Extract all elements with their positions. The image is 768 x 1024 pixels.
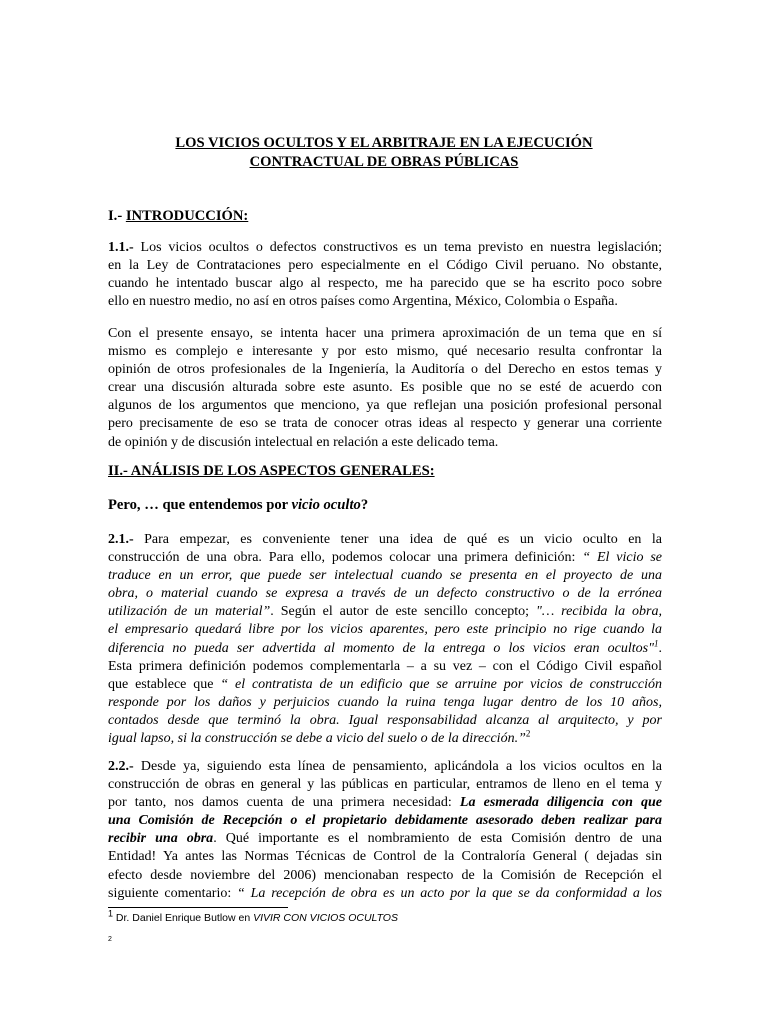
paragraph-number: 2.1.- <box>108 532 134 547</box>
document-title <box>100 134 668 172</box>
title-line-1: LOS VICIOS OCULTOS Y EL ARBITRAJE EN LA EJECUCIÓN <box>175 135 593 151</box>
title-line-2: CONTRACTUAL DE OBRAS PÚBLICAS <box>249 154 519 170</box>
section-heading-analisis: II.- ANÁLISIS DE LOS ASPECTOS GENERALES: <box>108 463 435 479</box>
paragraph-1-2: Con el presente ensayo, se intenta hacer una primera aproximación de un tema que en sí mismo es complejo e interesante y por esto mismo, qué necesario resulta confrontar la opinión de otros profesionales de la Ingeniería, la Auditoría o del Derecho en estos temas y crear una discusión alturada sobre este asunto. Es posible que no se esté de acuerdo con algunos de los argumentos que menciono, ya que reflejan una posición profesional personal pero precisamente de eso se trata de conocer otras ideas al respecto y generar una corriente de opinión y de discusión intelectual en relación a este delicado tema. <box>108 326 662 450</box>
footnote-1: $^1$ Dr. Daniel Enrique Butlow en VIVIR CON VICIOS OCULTOS <box>108 908 398 924</box>
footnote-2: 2 <box>108 936 112 943</box>
footnote-ref-2[interactable]: 2 <box>525 728 531 739</box>
footnote-separator <box>108 907 288 908</box>
paragraph-2-2: 2.2.- Desde ya, siguiendo esta línea de pensamiento, aplicándola a los vicios ocultos en la construcción de obras en general y las públicas en particular, entramos de lleno en el tema y por tanto, nos damos cuenta de una primera necesidad: La esmerada diligencia con que una Comisión de Recepción o el propietario debidamente asesorado deben realizar para recibir una obra. Qué importante es el nombramiento de esta Comisión dentro de una Entidad! Ya antes las Normas Técnicas de Control de la Contraloría General ( dejadas sin efecto desde noviembre del 2006) mencionaban respecto de la Comisión de Recepción el siguiente comentario: “ La recepción de obra es un acto por la que se da conformidad a los <box>108 759 663 901</box>
section-heading-introduccion: I.- INTRODUCCIÓN: <box>108 208 249 224</box>
section-heading-label: INTRODUCCIÓN: <box>125 208 249 224</box>
paragraph-1-1: 1.1.- Los vicios ocultos o defectos constructivos es un tema previsto en nuestra legislación; en la Ley de Contrataciones pero especialmente en el Código Civil peruano. No obstante, cuando he intentado buscar algo al respecto, me ha parecido que se ha escrito poco sobre ello en nuestro medio, no así en otros países como Argentina, México, Colombia o España. <box>108 240 662 310</box>
paragraph-2-1: 2.1.- Para empezar, es conveniente tener una idea de qué es un vicio oculto en la construcción de una obra. Para ello, podemos colocar una primera definición: “ El vicio se traduce en un error, que puede ser intelectual cuando se presenta en el proyecto de una obra, o material cuando se expresa a través de un defecto constructivo o de la errónea utilización de un material”. Según el autor de este sencillo concepto; "… recibida la obra, el empresario quedará libre por los vicios aparentes, pero este principio no rige cuando la diferencia no pueda ser advertida al momento de la entrega o los vicios eran ocultos"$^1$. Esta primera definición podemos complementarla – a su vez – con el Código Civil español que establece que “ el contratista de un edificio que se arruine por vicios de construcción responde por los daños y perjuicios cuando la ruina tenga lugar dentro de los 10 años, contados desde que terminó la obra. Igual responsabilidad alcanza al arquitecto, y por igual lapso, si la construcción se debe a vicio del suelo o de la dirección.”$^2$ <box>108 532 662 747</box>
question-heading: Pero, … que entendemos por vicio oculto? <box>108 497 369 513</box>
paragraph-number: 2.2.- <box>108 759 134 774</box>
footnote-ref-1[interactable]: 1 <box>654 637 659 648</box>
paragraph-number: 1.1.- <box>108 240 134 255</box>
